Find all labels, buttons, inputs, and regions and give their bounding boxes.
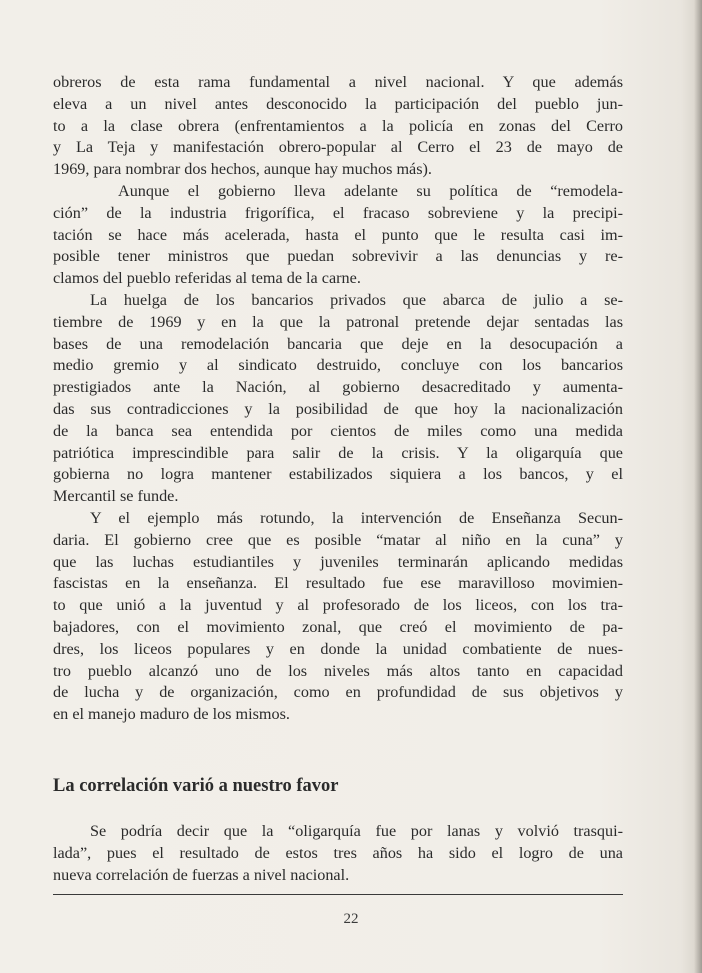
text-line: bases de una remodelación bancaria que deje en la desocupación a: [53, 334, 623, 353]
text-line: Aunque el gobierno lleva adelante su política de “remodela-: [118, 181, 623, 200]
body-text: [53, 72, 623, 726]
text-line: 1969, para nombrar dos hechos, aunque hay muchos más).: [53, 160, 432, 179]
text-line: Mercantil se funde.: [53, 487, 179, 506]
text-line: medio gremio y al sindicato destruido, concluye con los bancarios: [53, 356, 623, 375]
text-line: y La Teja y manifestación obrero-popular al Cerro el 23 de mayo de: [53, 138, 623, 157]
text-line: patriótica imprescindible para salir de la crisis. Y la oligarquía que: [53, 443, 623, 462]
text-line: Y el ejemplo más rotundo, la intervención de Enseñanza Secun-: [90, 508, 623, 527]
text-line: ción” de la industria frigorífica, el fracaso sobreviene y la precipi-: [53, 203, 623, 222]
section-heading: La correlación varió a nuestro favor: [53, 776, 339, 796]
text-line: posible tener ministros que puedan sobrevivir a las denuncias y re-: [53, 247, 623, 266]
text-line: tro pueblo alcanzó uno de los niveles más altos tanto en capacidad: [53, 661, 623, 680]
text-line: to a la clase obrera (enfrentamientos a la policía en zonas del Cerro: [53, 116, 623, 135]
text-line: to que unió a la juventud y al profesorado de los liceos, con los tra-: [53, 596, 623, 615]
text-line: das sus contradicciones y la posibilidad de que hoy la nacionalización: [53, 399, 623, 418]
text-line: de la banca sea entendida por cientos de miles como una medida: [53, 421, 623, 440]
text-line: fascistas en la enseñanza. El resultado fue ese maravilloso movimien-: [53, 574, 623, 593]
text-line: en el manejo maduro de los mismos.: [53, 705, 290, 724]
text-line: de lucha y de organización, como en profundidad de sus objetivos y: [53, 683, 623, 702]
page-edge-shadow: [694, 0, 702, 973]
footer-rule: [53, 894, 623, 895]
text-line: La huelga de los bancarios privados que abarca de julio a se-: [90, 290, 623, 309]
text-line: nueva correlación de fuerzas a nivel nacional.: [53, 865, 350, 884]
text-line: prestigiados ante la Nación, al gobierno desacreditado y aumenta-: [53, 378, 623, 397]
text-line: lada”, pues el resultado de estos tres años ha sido el logro de una: [53, 843, 623, 862]
text-line: tiembre de 1969 y en la que la patronal pretende dejar sentadas las: [53, 312, 623, 331]
text-line: dres, los liceos populares y en donde la unidad combatiente de nues-: [53, 639, 623, 658]
text-line: daria. El gobierno cree que es posible “matar al niño en la cuna” y: [53, 530, 623, 549]
section-paragraph: [53, 820, 623, 885]
text-line: obreros de esta rama fundamental a nivel nacional. Y que además: [53, 73, 623, 91]
text-line: bajadores, con el movimiento zonal, que creó el movimiento de pa-: [53, 617, 623, 636]
text-line: que las luchas estudiantiles y juveniles terminarán aplicando medidas: [53, 552, 623, 571]
text-line: eleva a un nivel antes desconocido la participación del pueblo jun-: [53, 94, 623, 113]
text-line: tación se hace más acelerada, hasta el punto que le resulta casi im-: [53, 225, 623, 244]
text-line: gobierna no logra mantener estabilizados siquiera a los bancos, y el: [53, 465, 623, 484]
page-number: 22: [343, 911, 359, 927]
text-line: clamos del pueblo referidas al tema de la carne.: [53, 269, 361, 288]
text-line: Se podría decir que la “oligarquía fue por lanas y volvió trasqui-: [90, 822, 623, 840]
